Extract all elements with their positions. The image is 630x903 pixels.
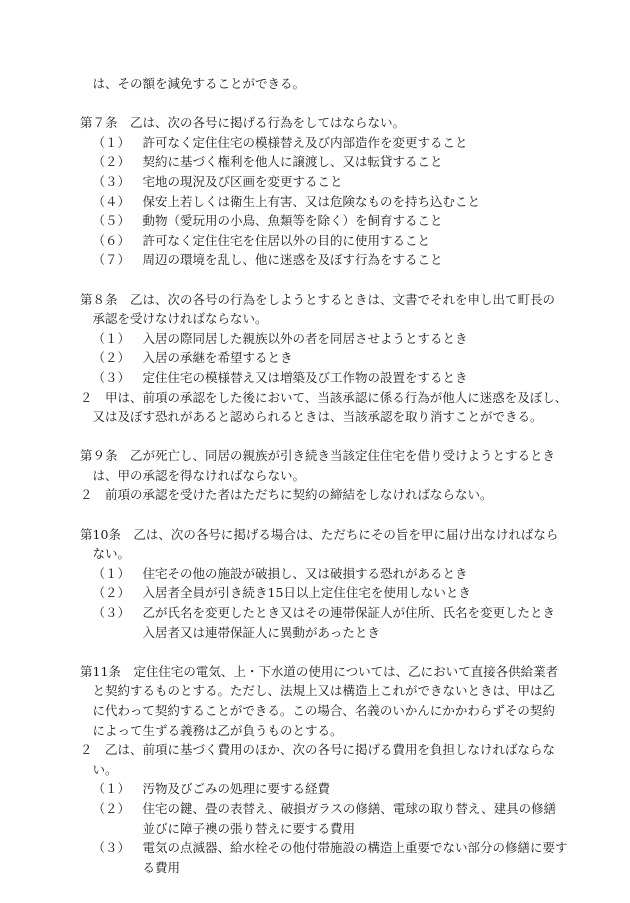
continuation-line: い。: [92, 761, 118, 777]
list-item: [80, 368, 550, 388]
item-text: 住宅その他の施設が破損し、又は破損する恐れがあるとき: [142, 565, 468, 581]
article-line: ２ 甲は、前項の承認をした後において、当該承認に係る行為が他人に迷惑を及ぼし、: [80, 389, 568, 405]
list-item: [80, 564, 550, 584]
continuation-line: は、甲の承認を得なければならない。: [92, 467, 306, 483]
paragraph-gap: [80, 427, 550, 447]
item-number: （７）: [92, 252, 131, 268]
article-line: 第10条 乙は、次の各号に掲げる場合は、ただちにその旨を甲に届け出なければなら: [80, 526, 559, 542]
item-text: 汚物及びごみの処理に要する経費: [142, 781, 331, 797]
article-line: ２ 乙は、前項に基づく費用のほか、次の各号に掲げる費用を負担しなければならな: [80, 742, 556, 758]
paragraph-gap: [80, 642, 550, 662]
list-item: [80, 152, 550, 172]
item-text: 契約に基づく権利を他人に譲渡し、又は転貸すること: [142, 154, 443, 170]
article-line: 第８条 乙は、次の各号の行為をしようとするときは、文書でそれを申し出て町長の: [80, 291, 556, 307]
item-number: （３）: [92, 840, 131, 856]
item-text: 保安上若しくは衛生上有害、又は危険なものを持ち込むこと: [142, 193, 481, 209]
item-text: 許可なく定住住宅の模様替え及び内部造作を変更すること: [142, 134, 468, 150]
item-number: （２）: [92, 350, 131, 366]
paragraph-gap: [80, 94, 550, 114]
item-text: 宅地の現況及び区画を変更すること: [142, 173, 343, 189]
article-line: 第11条 定住住宅の電気、上・下水道の使用については、乙において直接各供給業者: [80, 663, 559, 679]
list-item: [80, 348, 550, 368]
article-line: 第７条 乙は、次の各号に掲げる行為をしてはならない。: [80, 115, 406, 131]
list-item-continuation: る費用: [142, 859, 181, 875]
paragraph-gap: [80, 270, 550, 290]
item-number: （２）: [92, 154, 131, 170]
item-text: 乙が氏名を変更したとき又はその連帯保証人が住所、氏名を変更したとき: [142, 605, 556, 621]
item-text: 電気の点滅器、給水栓その他付帯施設の構造上重要でない部分の修繕に要す: [142, 840, 568, 856]
continuation-line: ない。: [92, 546, 131, 562]
paragraph-gap: [80, 505, 550, 525]
item-number: （２）: [92, 800, 131, 816]
continuation-line: と契約するものとする。ただし、法規上又は構造上これができないときは、甲は乙: [92, 683, 556, 699]
article-line: 第９条 乙が死亡し、同居の親族が引き続き当該定住住宅を借り受けようとするとき: [80, 448, 556, 464]
item-text: 周辺の環境を乱し、他に迷惑を及ぼす行為をすること: [142, 252, 443, 268]
document-page: [80, 74, 568, 877]
list-item-continuation: 入居者又は連帯保証人に異動があったとき: [142, 624, 380, 640]
list-item: [80, 603, 556, 623]
item-text: 動物（愛玩用の小鳥、魚類等を除く）を飼育すること: [142, 213, 443, 229]
article-line: ２ 前項の承認を受けた者はただちに契約の締結をしなければならない。: [80, 487, 493, 503]
list-item-continuation: 並びに障子襖の張り替えに要する費用: [142, 820, 356, 836]
item-number: （３）: [92, 605, 131, 621]
list-item: [80, 133, 550, 153]
item-number: （４）: [92, 193, 131, 209]
list-item: [80, 329, 550, 349]
item-text: 定住住宅の模様替え又は増築及び工作物の設置をするとき: [142, 369, 468, 385]
item-text: 入居者全員が引き続き15日以上定住住宅を使用しないとき: [142, 585, 471, 601]
item-text: 入居の際同居した親族以外の者を同居させようとするとき: [142, 330, 468, 346]
item-number: （２）: [92, 585, 131, 601]
item-number: （３）: [92, 369, 131, 385]
list-item: [80, 172, 550, 192]
list-item: [80, 838, 568, 858]
list-item: [80, 192, 550, 212]
item-number: （３）: [92, 173, 131, 189]
list-item: [80, 231, 550, 251]
list-item: [80, 779, 550, 799]
continuation-line: 承認を受けなければならない。: [92, 311, 268, 327]
list-item: [80, 250, 550, 270]
item-number: （６）: [92, 232, 131, 248]
item-number: （１）: [92, 330, 131, 346]
item-text: 入居の承継を希望するとき: [142, 350, 293, 366]
item-number: （１）: [92, 565, 131, 581]
item-text: 許可なく定住住宅を住居以外の目的に使用すること: [142, 232, 431, 248]
continuation-line: に代わって契約することができる。この場合、名義のいかんにかかわらずその契約: [92, 703, 555, 718]
list-item: [80, 583, 550, 603]
item-text: 住宅の鍵、畳の表替え、破損ガラスの修繕、電球の取り替え、建具の修繕: [142, 800, 557, 816]
item-number: （１）: [92, 134, 131, 150]
list-item: [80, 211, 550, 231]
continuation-line: 又は及ぼす恐れがあると認められるときは、当該承認を取り消すことができる。: [92, 409, 543, 425]
item-number: （５）: [92, 213, 131, 229]
continuation-line: によって生ずる義務は乙が負うものとする。: [92, 722, 343, 738]
list-item: [80, 799, 557, 819]
continuation-line: は、その額を減免することができる。: [92, 76, 306, 91]
item-number: （１）: [92, 781, 131, 797]
